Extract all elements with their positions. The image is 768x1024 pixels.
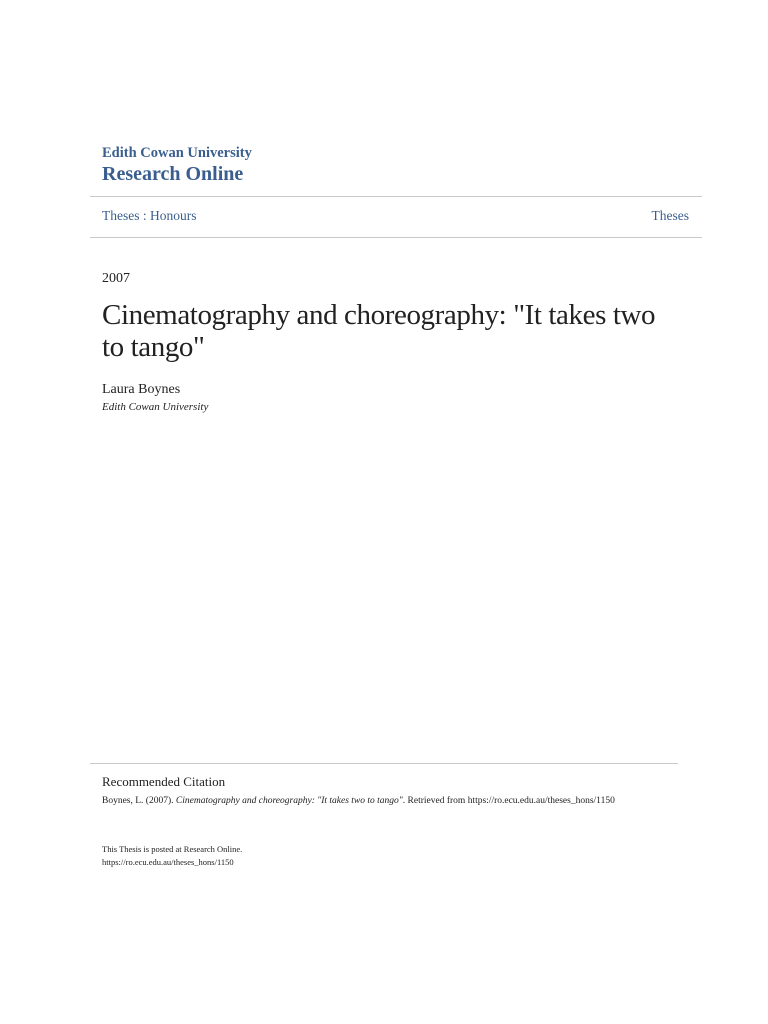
header-divider <box>90 196 702 197</box>
parent-collection-link[interactable]: Theses <box>651 208 689 223</box>
nav-divider <box>90 237 702 238</box>
citation-title: Cinematography and choreography: "It takes two to tango" <box>175 796 403 806</box>
collection-link[interactable]: Theses : Honours <box>102 208 197 223</box>
citation-divider <box>90 763 678 764</box>
posting-url[interactable]: https://ro.ecu.edu.au/theses_hons/1150 <box>102 857 234 867</box>
publication-year: 2007 <box>102 271 130 286</box>
repository-name[interactable]: Research Online <box>102 163 244 185</box>
citation-prefix: Boynes, L. (2007). <box>102 796 176 806</box>
document-title: Cinematography and choreography: "It takes two to tango" <box>102 299 656 363</box>
repository-header <box>102 145 702 186</box>
author-affiliation: Edith Cowan University <box>102 401 209 413</box>
citation-suffix: . Retrieved from https://ro.ecu.edu.au/theses_hons/1150 <box>402 796 615 806</box>
posting-statement: This Thesis is posted at Research Online. <box>102 844 243 854</box>
citation-heading: Recommended Citation <box>102 774 226 789</box>
institution-name[interactable]: Edith Cowan University <box>102 145 252 161</box>
author-name: Laura Boynes <box>102 382 181 397</box>
posting-note <box>102 843 242 869</box>
citation-text <box>102 795 722 808</box>
